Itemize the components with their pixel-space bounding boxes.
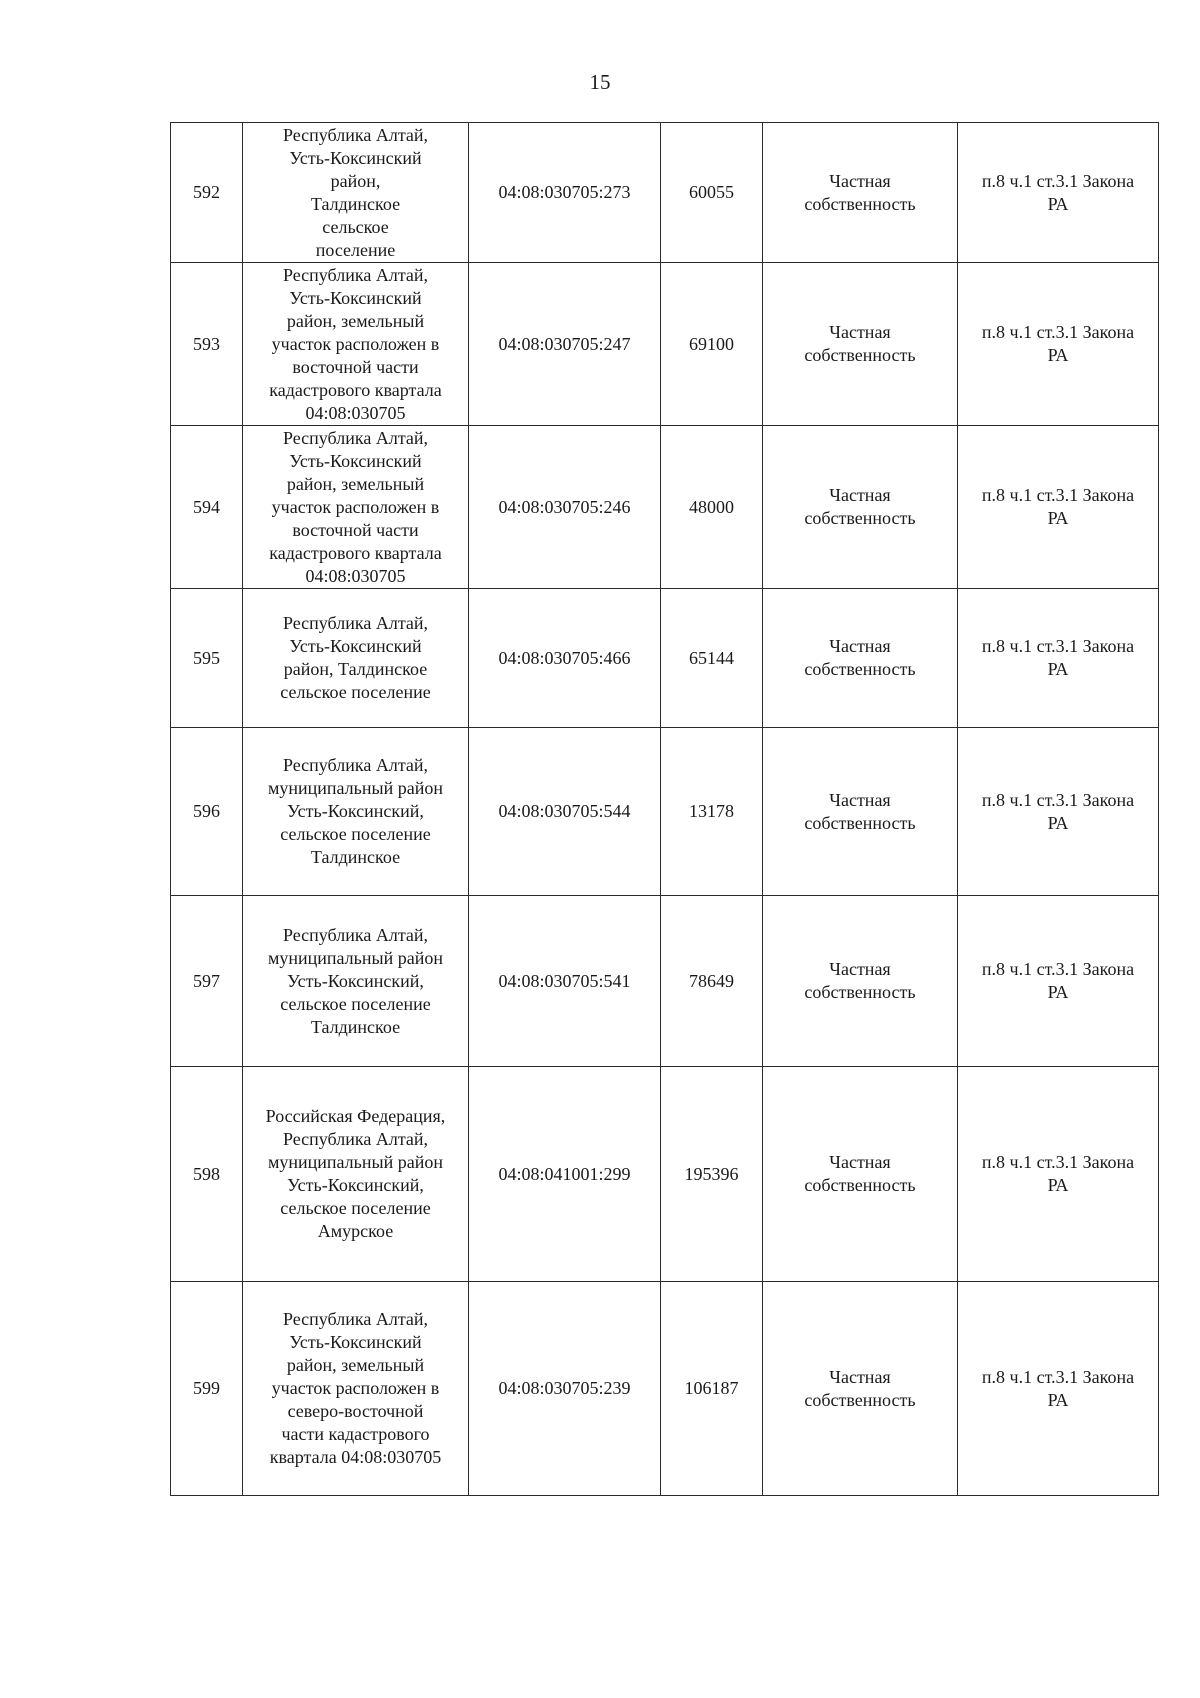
cadastral-number: 04:08:030705:246 xyxy=(469,426,661,589)
legal-basis: п.8 ч.1 ст.3.1 Закона РА xyxy=(958,263,1159,426)
plot-address: Российская Федерация, Республика Алтай, муниципальный район Усть-Коксинский, сельское поселение Амурское xyxy=(243,1067,469,1282)
table-row xyxy=(171,426,1159,589)
table-row xyxy=(171,728,1159,896)
ownership-type: Частная собственность xyxy=(763,1282,958,1496)
ownership-type: Частная собственность xyxy=(763,263,958,426)
plot-address: Республика Алтай, Усть-Коксинский район, земельный участок расположен в восточной части кадастрового квартала 04:08:030705 xyxy=(243,426,469,589)
row-number: 596 xyxy=(171,728,243,896)
table-row xyxy=(171,1067,1159,1282)
page-number: 15 xyxy=(589,70,611,94)
plot-address: Республика Алтай, Усть-Коксинский район, Талдинское сельское поселение xyxy=(243,589,469,728)
legal-basis: п.8 ч.1 ст.3.1 Закона РА xyxy=(958,426,1159,589)
plot-area: 60055 xyxy=(661,123,763,263)
ownership-type: Частная собственность xyxy=(763,426,958,589)
table-row xyxy=(171,589,1159,728)
cadastral-number: 04:08:030705:273 xyxy=(469,123,661,263)
legal-basis: п.8 ч.1 ст.3.1 Закона РА xyxy=(958,1067,1159,1282)
ownership-type: Частная собственность xyxy=(763,728,958,896)
cadastral-number: 04:08:030705:466 xyxy=(469,589,661,728)
row-number: 599 xyxy=(171,1282,243,1496)
legal-basis: п.8 ч.1 ст.3.1 Закона РА xyxy=(958,896,1159,1067)
plot-address: Республика Алтай, Усть-Коксинский район, Талдинское сельское поселение xyxy=(243,123,469,263)
plot-area: 78649 xyxy=(661,896,763,1067)
plot-area: 13178 xyxy=(661,728,763,896)
cadastral-number: 04:08:041001:299 xyxy=(469,1067,661,1282)
table-row xyxy=(171,123,1159,263)
legal-basis: п.8 ч.1 ст.3.1 Закона РА xyxy=(958,1282,1159,1496)
plot-address: Республика Алтай, Усть-Коксинский район, земельный участок расположен в восточной части кадастрового квартала 04:08:030705 xyxy=(243,263,469,426)
cadastral-number: 04:08:030705:247 xyxy=(469,263,661,426)
plot-area: 195396 xyxy=(661,1067,763,1282)
ownership-type: Частная собственность xyxy=(763,589,958,728)
cadastral-number: 04:08:030705:239 xyxy=(469,1282,661,1496)
row-number: 597 xyxy=(171,896,243,1067)
plot-area: 65144 xyxy=(661,589,763,728)
plot-address: Республика Алтай, муниципальный район Усть-Коксинский, сельское поселение Талдинское xyxy=(243,728,469,896)
plot-area: 48000 xyxy=(661,426,763,589)
plot-address: Республика Алтай, Усть-Коксинский район, земельный участок расположен в северо-восточной части кадастрового квартала 04:08:030705 xyxy=(243,1282,469,1496)
table-row xyxy=(171,263,1159,426)
row-number: 594 xyxy=(171,426,243,589)
legal-basis: п.8 ч.1 ст.3.1 Закона РА xyxy=(958,589,1159,728)
land-plot-table xyxy=(170,122,1159,1496)
ownership-type: Частная собственность xyxy=(763,896,958,1067)
table-row xyxy=(171,896,1159,1067)
plot-area: 106187 xyxy=(661,1282,763,1496)
cadastral-number: 04:08:030705:541 xyxy=(469,896,661,1067)
plot-address: Республика Алтай, муниципальный район Усть-Коксинский, сельское поселение Талдинское xyxy=(243,896,469,1067)
row-number: 598 xyxy=(171,1067,243,1282)
ownership-type: Частная собственность xyxy=(763,1067,958,1282)
row-number: 593 xyxy=(171,263,243,426)
legal-basis: п.8 ч.1 ст.3.1 Закона РА xyxy=(958,728,1159,896)
ownership-type: Частная собственность xyxy=(763,123,958,263)
legal-basis: п.8 ч.1 ст.3.1 Закона РА xyxy=(958,123,1159,263)
cadastral-number: 04:08:030705:544 xyxy=(469,728,661,896)
plot-area: 69100 xyxy=(661,263,763,426)
row-number: 595 xyxy=(171,589,243,728)
table-row xyxy=(171,1282,1159,1496)
row-number: 592 xyxy=(171,123,243,263)
